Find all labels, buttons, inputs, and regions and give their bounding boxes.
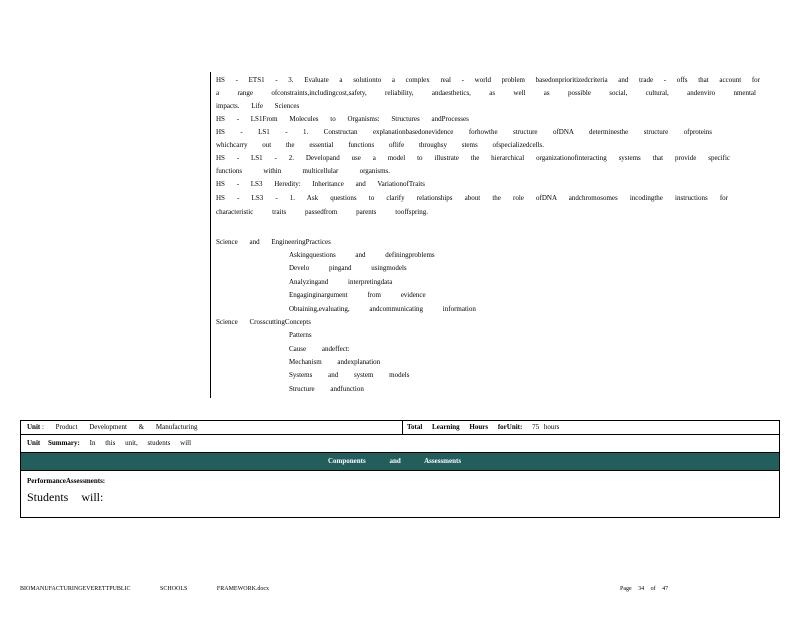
components-bar — [21, 453, 779, 471]
standard-line: HS - LS1 - 1. Constructan explanationbasedonevidence forhowthe structure ofDNA determinesthe structure ofproteins — [216, 128, 712, 136]
science-engineering-heading: Science and EngineeringPractices — [216, 238, 331, 246]
practice-item: Askingquestions and definingproblems — [289, 251, 435, 259]
summary-label: Unit Summary: — [27, 439, 80, 447]
concept-item: Systems and system models — [289, 371, 410, 379]
standard-line: functions within multicellular organisms. — [216, 167, 390, 175]
unit-title-row — [21, 421, 779, 435]
practice-item: Develo pingand usingmodels — [289, 264, 407, 272]
unit-label: Unit — [27, 423, 41, 431]
standard-line: HS - LS1 - 2. Developand use a model to illustrate the hierarchical organizationofinteracting systems that provide specific — [216, 154, 730, 162]
standard-line: HS - ETS1 - 3. Evaluate a solutionto a complex real - world problem basedonprioritizedcriteria and trade - offs that account for — [216, 76, 760, 84]
standard-line: impacts. Life Sciences — [216, 102, 300, 110]
concept-item: Patterns — [289, 331, 312, 339]
standard-line: characteristic traits passedfrom parents tooffspring. — [216, 208, 428, 216]
concept-item: Mechanism andexplanation — [289, 358, 381, 366]
standard-line: HS - LS1From Molecules to Organisms: Structures andProcesses — [216, 115, 469, 123]
footer-filename: BIOMANUFACTURINGEVERETTPUBLIC SCHOOLS FRAMEWORK.docx — [20, 586, 270, 592]
hours-label: Total Learning Hours forUnit: — [407, 423, 523, 431]
standard-line: a range ofconstraints,includingcost,safety, reliability, andaesthetics, as well as possible social, cultural, andenviro nmental — [216, 89, 756, 97]
standard-line: HS - LS3 Heredity: Inheritance and VariationofTraits — [216, 180, 425, 188]
unit-table — [20, 420, 780, 518]
footer-page-number: Page 34 of 47 — [620, 586, 669, 592]
row-divider — [402, 421, 403, 434]
performance-label: PerformanceAssessments: — [27, 477, 106, 485]
practice-item: Obtaining,evaluating, andcommunicating information — [289, 305, 476, 313]
practice-item: Analyzingand interpretingdata — [289, 278, 393, 286]
components-heading: Components and Assessments — [328, 457, 462, 465]
crosscutting-heading: Science CrosscuttingConcepts — [216, 318, 311, 326]
unit-value: : Product Development & Manufacturing — [41, 423, 198, 431]
concept-item: Cause andeffect: — [289, 345, 350, 353]
performance-row — [21, 471, 779, 517]
standard-line: whichcarry out the essential functions oflife throughsy stems ofspecializedcells. — [216, 141, 544, 149]
practice-item: Engaginginargument from evidence — [289, 291, 426, 299]
standard-line: HS - LS3 - 1. Ask questions to clarify relationships about the role ofDNA andchromosomes incodingthe instructions for — [216, 194, 728, 202]
left-border-line — [210, 72, 211, 398]
summary-value: In this unit, students will — [89, 439, 192, 447]
hours-value: 75 hours — [532, 423, 560, 431]
students-will: Students will: — [27, 490, 104, 504]
concept-item: Structure andfunction — [289, 385, 364, 393]
unit-summary-row — [21, 435, 779, 453]
